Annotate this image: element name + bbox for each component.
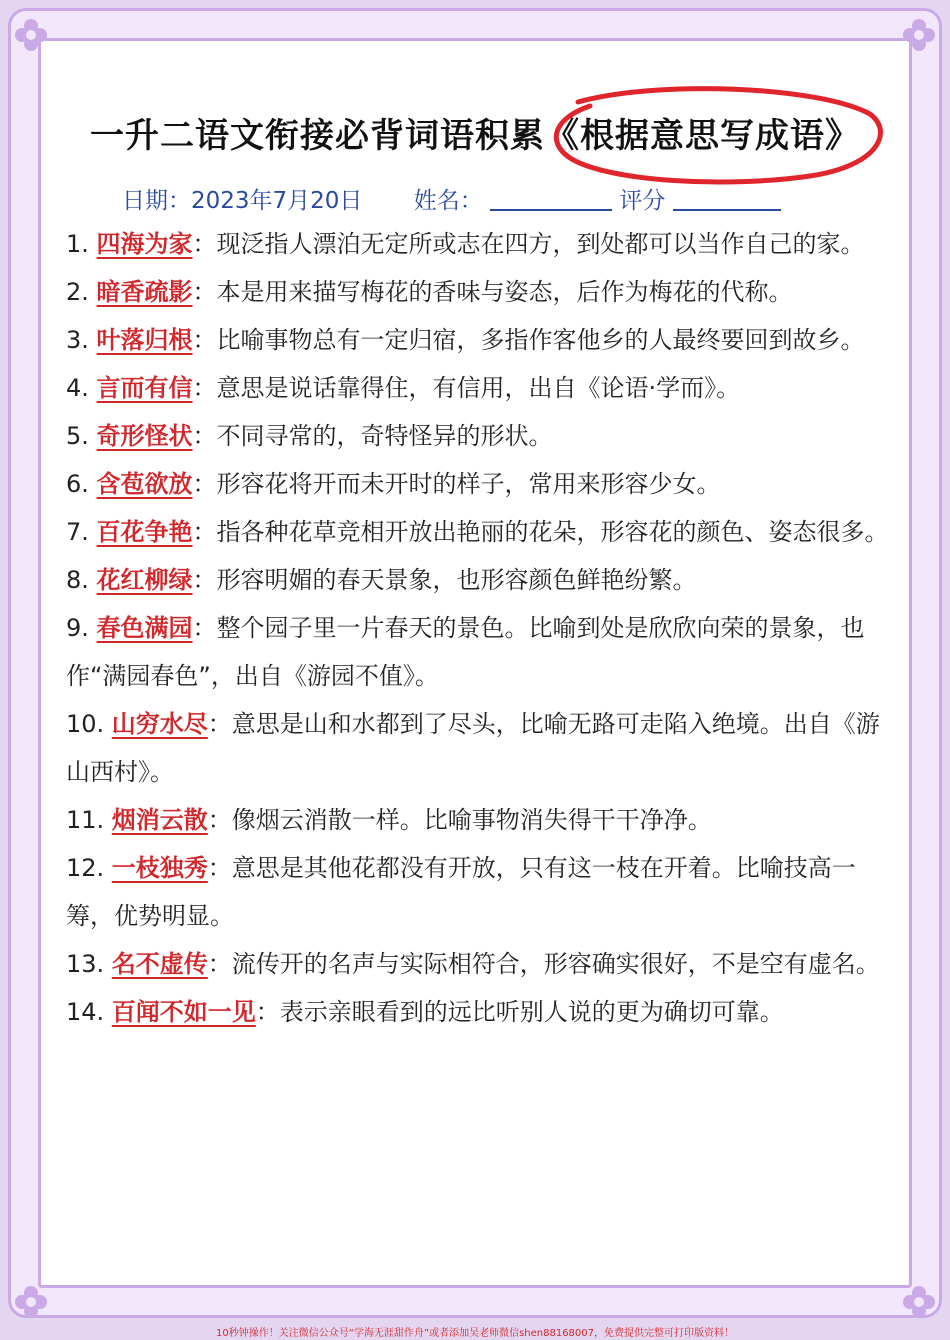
idiom-term: 暗香疏影 bbox=[96, 278, 193, 306]
entry-number: 12. bbox=[66, 854, 112, 882]
entry-number: 13. bbox=[66, 950, 112, 978]
name-blank[interactable] bbox=[490, 187, 612, 211]
entry-number: 14. bbox=[66, 998, 112, 1026]
idiom-entry bbox=[66, 460, 892, 508]
idiom-meaning: ：表示亲眼看到的远比听别人说的更为确切可靠。 bbox=[255, 998, 784, 1026]
idiom-term: 烟消云散 bbox=[111, 806, 208, 834]
idiom-meaning: ：流传开的名声与实际相符合，形容确实很好，不是空有虚名。 bbox=[207, 950, 880, 978]
flower-icon bbox=[14, 18, 48, 52]
idiom-term: 四海为家 bbox=[96, 230, 193, 258]
idiom-meaning: ：比喻事物总有一定归宿，多指作客他乡的人最终要回到故乡。 bbox=[192, 326, 865, 354]
entry-number: 4. bbox=[66, 374, 97, 402]
idiom-meaning: ：不同寻常的，奇特怪异的形状。 bbox=[192, 422, 553, 450]
idiom-entry bbox=[66, 796, 892, 844]
idiom-term: 奇形怪状 bbox=[96, 422, 193, 450]
flower-icon bbox=[14, 1285, 48, 1319]
idiom-meaning: ：指各种花草竞相开放出艳丽的花朵，形容花的颜色、姿态很多。 bbox=[192, 518, 889, 546]
idiom-entry bbox=[66, 316, 892, 364]
entry-number: 9. bbox=[66, 614, 97, 642]
entry-number: 5. bbox=[66, 422, 97, 450]
date-label: 日期：2023年7月20日 bbox=[122, 188, 363, 214]
idiom-entry bbox=[66, 700, 892, 796]
idiom-term: 百闻不如一见 bbox=[111, 998, 256, 1026]
entry-number: 2. bbox=[66, 278, 97, 306]
idiom-term: 叶落归根 bbox=[96, 326, 193, 354]
idiom-entry bbox=[66, 940, 892, 988]
idiom-meaning: ：形容明媚的春天景象，也形容颜色鲜艳纷繁。 bbox=[192, 566, 697, 594]
idiom-entry bbox=[66, 412, 892, 460]
idiom-meaning: ：意思是山和水都到了尽头，比喻无路可走陷入绝境。出自《游山西村》。 bbox=[66, 710, 880, 786]
idiom-entry bbox=[66, 988, 892, 1036]
entry-number: 8. bbox=[66, 566, 97, 594]
idiom-entry bbox=[66, 604, 892, 700]
idiom-entry bbox=[66, 268, 892, 316]
idiom-list bbox=[66, 220, 892, 1036]
idiom-term: 言而有信 bbox=[96, 374, 193, 402]
idiom-meaning: ：像烟云消散一样。比喻事物消失得干干净净。 bbox=[207, 806, 712, 834]
idiom-term: 春色满园 bbox=[96, 614, 193, 642]
idiom-term: 山穷水尽 bbox=[111, 710, 208, 738]
page-title: 一升二语文衔接必背词语积累《根据意思写成语》 bbox=[90, 116, 860, 156]
flower-icon bbox=[902, 1285, 936, 1319]
entry-number: 6. bbox=[66, 470, 97, 498]
idiom-term: 名不虚传 bbox=[111, 950, 208, 978]
idiom-meaning: ：意思是说话靠得住，有信用，出自《论语·学而》。 bbox=[192, 374, 741, 402]
idiom-entry bbox=[66, 844, 892, 940]
idiom-meaning: ：意思是其他花都没有开放，只有这一枝在开着。比喻技高一筹，优势明显。 bbox=[66, 854, 856, 930]
idiom-term: 含苞欲放 bbox=[96, 470, 193, 498]
entry-number: 11. bbox=[66, 806, 112, 834]
idiom-term: 百花争艳 bbox=[96, 518, 193, 546]
name-label: 姓名： bbox=[413, 188, 483, 214]
idiom-entry bbox=[66, 508, 892, 556]
entry-number: 3. bbox=[66, 326, 97, 354]
idiom-meaning: ：整个园子里一片春天的景色。比喻到处是欣欣向荣的景象，也作“满园春色”，出自《游园不值》。 bbox=[66, 614, 865, 690]
score-blank[interactable] bbox=[673, 187, 781, 211]
idiom-entry bbox=[66, 556, 892, 604]
idiom-meaning: ：本是用来描写梅花的香味与姿态，后作为梅花的代称。 bbox=[192, 278, 793, 306]
idiom-term: 一枝独秀 bbox=[111, 854, 208, 882]
idiom-meaning: ：现泛指人漂泊无定所或志在四方，到处都可以当作自己的家。 bbox=[192, 230, 865, 258]
idiom-meaning: ：形容花将开而未开时的样子，常用来形容少女。 bbox=[192, 470, 721, 498]
idiom-term: 花红柳绿 bbox=[96, 566, 193, 594]
score-label: 评分 bbox=[619, 188, 666, 214]
idiom-entry bbox=[66, 220, 892, 268]
meta-line bbox=[122, 182, 822, 214]
entry-number: 7. bbox=[66, 518, 97, 546]
idiom-entry bbox=[66, 364, 892, 412]
flower-icon bbox=[902, 18, 936, 52]
entry-number: 1. bbox=[66, 230, 97, 258]
entry-number: 10. bbox=[66, 710, 112, 738]
footer-note: 10秒钟操作！关注微信公众号“学海无涯甜作舟”或者添加吴老师微信shen88168007，免费提供完整可打印版资料！ bbox=[215, 1328, 735, 1339]
